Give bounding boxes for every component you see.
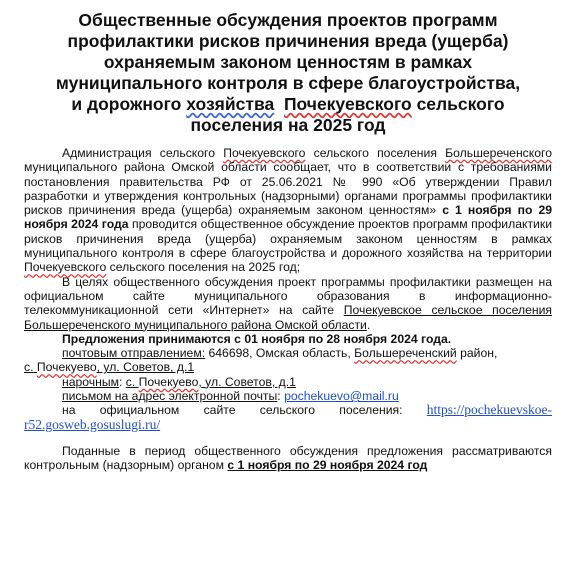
title-line: муниципального контроля в сфере благоустройства,	[55, 73, 521, 93]
site-link-continued	[24, 418, 552, 432]
site-submission: на официальном сайте сельского поселения: https://pochekuevskoe-	[62, 402, 553, 418]
title-line: охраняемым законом ценностям в рамках	[103, 52, 473, 72]
title-line: и дорожного хозяйства Почекуевского сельского	[71, 94, 505, 114]
email-submission: письмом на адрес электронной почты: pochekuevo@mail.ru	[62, 389, 399, 404]
paragraph-publication: В целях общественного обсуждения проект программы профилактики размещен на официальном сайте муниципального образования в информационно-телекоммуникационной сети «Интернет» на сайте Почекуевское сельское поселения Большереченского муниципального района Омской области.	[24, 274, 553, 332]
email-link[interactable]: pochekuevo@mail.ru	[284, 389, 399, 404]
municipality-site-link[interactable]: Почекуевское сельское поселения Большереченского муниципального района Омской области	[24, 303, 553, 332]
title-line: Общественные обсуждения проектов программ	[78, 10, 498, 30]
courier-submission: нарочным: с. Почекуево, ул. Советов, д.1	[62, 374, 296, 389]
postal-submission: почтовым отправлением: 646698, Омская область, Большереченский район,	[62, 346, 498, 361]
announcement-body	[24, 146, 552, 473]
postal-address-continued: с. Почекуево, ул. Советов, д.1	[24, 360, 195, 375]
title-line: профилактики рисков причинения вреда (ущерба)	[67, 31, 509, 51]
title-line: поселения на 2025 год	[190, 115, 386, 135]
site-link[interactable]: https://pochekuevskoe-	[426, 402, 553, 418]
paragraph-review-period: Поданные в период общественного обсуждения предложения рассматриваются контрольным (надзорным) органом с 1 ноября по 29 ноября 2024 год	[24, 443, 552, 473]
site-link[interactable]: r52.gosweb.gosuslugi.ru/	[24, 416, 161, 432]
proposals-heading: Предложения принимаются с 01 ноября по 28 ноября 2024 года.	[62, 331, 452, 346]
paragraph-gap	[24, 432, 552, 444]
announcement-title	[24, 10, 552, 136]
paragraph-administration-notice: Администрация сельского Почекуевского сельского поселения Большереченского муниципального района Омской области сообщает, что в соответствии с требованиями постановления правительства РФ от 25.06.2021 № 990 «Об утверждении Правил разработки и утверждения контрольных (надзорными) органами программы профилактики рисков причинения вреда (ущерба) охраняемым законом ценностям» с 1 ноября по 29 ноября 2024 года проводится общественное обсуждение проектов программ профилактики рисков причинения вреда (ущерба) охраняемым законом ценностям в рамках муниципального контроля в сфере благоустройства и дорожного хозяйства на территории Почекуевского сельского поселения на 2025 год;	[24, 146, 552, 275]
